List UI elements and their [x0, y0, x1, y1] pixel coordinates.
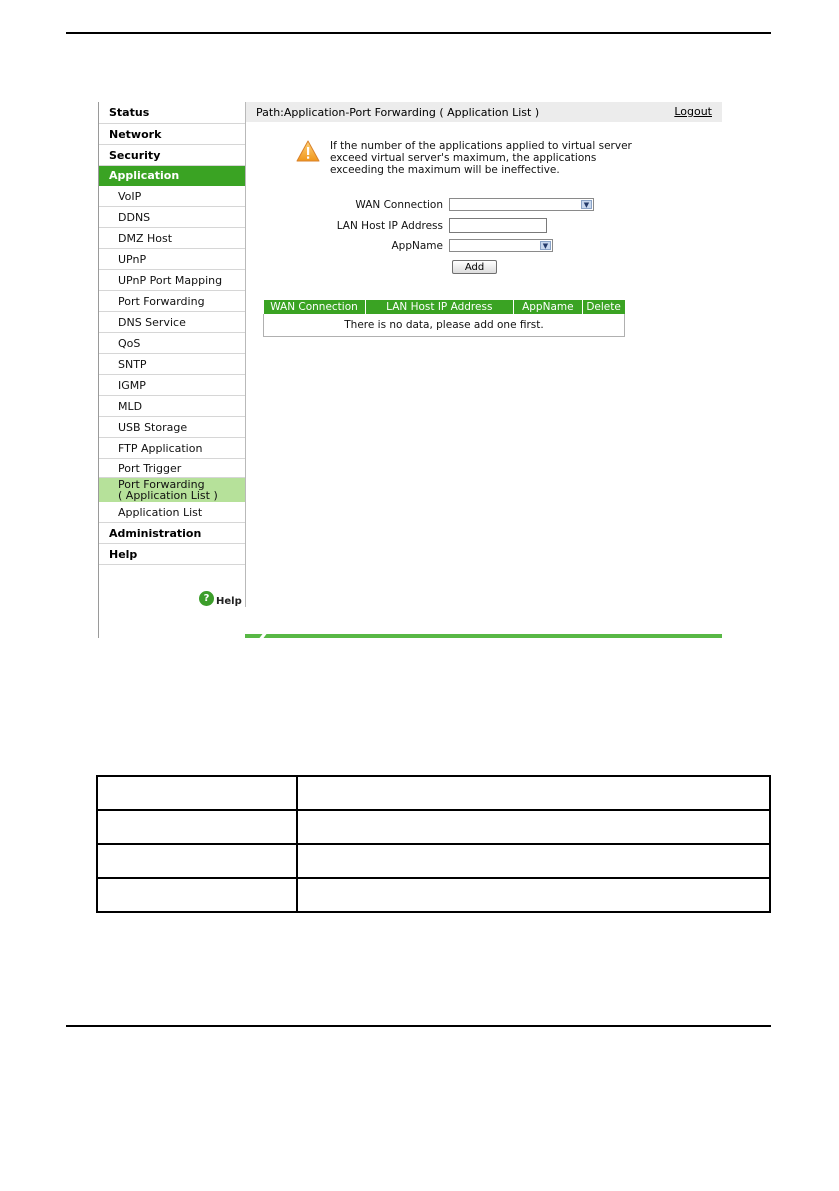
lan-host-ip-label: LAN Host IP Address	[336, 220, 443, 232]
table-row	[97, 844, 770, 878]
sidebar-item-voip[interactable]: VoIP	[99, 186, 245, 207]
add-button[interactable]: Add	[452, 260, 497, 274]
table-cell	[297, 776, 770, 810]
help-link[interactable]	[199, 590, 242, 607]
sidebar-item-status[interactable]: Status	[99, 102, 245, 124]
sidebar-item-upnp[interactable]: UPnP	[99, 249, 245, 270]
sidebar-item-port-trigger[interactable]: Port Trigger	[99, 459, 245, 478]
table-cell	[297, 878, 770, 912]
table-cell	[97, 810, 297, 844]
path-bar	[246, 102, 722, 122]
sidebar-item-igmp[interactable]: IGMP	[99, 375, 245, 396]
sidebar-item-port-forwarding[interactable]: Port Forwarding	[99, 291, 245, 312]
wan-connection-label: WAN Connection	[355, 199, 443, 211]
table-row	[97, 810, 770, 844]
sidebar-item-application-list[interactable]: Application List	[99, 502, 245, 523]
col-header-lan-host-ip: LAN Host IP Address	[365, 300, 514, 314]
table-cell	[297, 844, 770, 878]
sidebar-item-ddns[interactable]: DDNS	[99, 207, 245, 228]
table-cell	[97, 776, 297, 810]
table-cell	[97, 878, 297, 912]
table-row	[264, 314, 625, 337]
router-ui	[98, 102, 722, 638]
warning-message: If the number of the applications applied to virtual server exceed virtual server's maximum, the applications exceeding the maximum will be ineffective.	[330, 140, 632, 176]
frame-left-edge	[98, 607, 99, 638]
sidebar-item-sntp[interactable]: SNTP	[99, 354, 245, 375]
logout-link[interactable]: Logout	[674, 105, 712, 118]
sidebar-item-port-forwarding-app-list[interactable]	[99, 478, 245, 502]
col-header-appname: AppName	[514, 300, 583, 314]
table-row	[97, 878, 770, 912]
table-header-row	[264, 300, 625, 314]
sidebar-item-label-line2: ( Application List )	[118, 488, 218, 502]
footer-notch-decoration	[258, 632, 268, 640]
sidebar-item-security[interactable]: Security	[99, 145, 245, 166]
chevron-down-icon: ▼	[581, 200, 592, 209]
help-link-label: Help	[216, 596, 242, 607]
sidebar-item-help[interactable]: Help	[99, 544, 245, 565]
page-bottom-rule	[66, 1025, 771, 1027]
sidebar-item-network[interactable]: Network	[99, 124, 245, 145]
empty-table-message: There is no data, please add one first.	[264, 314, 625, 337]
sidebar-item-dns-service[interactable]: DNS Service	[99, 312, 245, 333]
col-header-delete: Delete	[582, 300, 624, 314]
sidebar-item-label-line1: Port Forwarding	[118, 477, 205, 491]
sidebar	[98, 102, 246, 607]
lan-host-ip-input[interactable]	[449, 218, 547, 233]
sidebar-item-mld[interactable]: MLD	[99, 396, 245, 417]
table-cell	[97, 844, 297, 878]
breadcrumb: Path:Application-Port Forwarding ( Application List )	[256, 105, 540, 119]
col-header-wan-connection: WAN Connection	[264, 300, 366, 314]
table-row	[97, 776, 770, 810]
help-icon: ?	[199, 591, 214, 606]
chevron-down-icon: ▼	[540, 241, 551, 250]
page-top-rule	[66, 32, 771, 34]
wan-connection-select[interactable]	[449, 198, 594, 211]
warning-icon	[296, 140, 320, 162]
application-table	[263, 300, 625, 337]
sidebar-item-upnp-port-mapping[interactable]: UPnP Port Mapping	[99, 270, 245, 291]
sidebar-item-ftp-application[interactable]: FTP Application	[99, 438, 245, 459]
sidebar-item-dmz-host[interactable]: DMZ Host	[99, 228, 245, 249]
footer-green-bar	[245, 634, 722, 638]
sidebar-item-usb-storage[interactable]: USB Storage	[99, 417, 245, 438]
sidebar-item-administration[interactable]: Administration	[99, 523, 245, 544]
table-cell	[297, 810, 770, 844]
appname-label: AppName	[391, 240, 443, 252]
sidebar-item-qos[interactable]: QoS	[99, 333, 245, 354]
appname-select[interactable]	[449, 239, 553, 252]
sidebar-item-application[interactable]: Application	[99, 166, 245, 186]
document-table	[96, 775, 771, 913]
